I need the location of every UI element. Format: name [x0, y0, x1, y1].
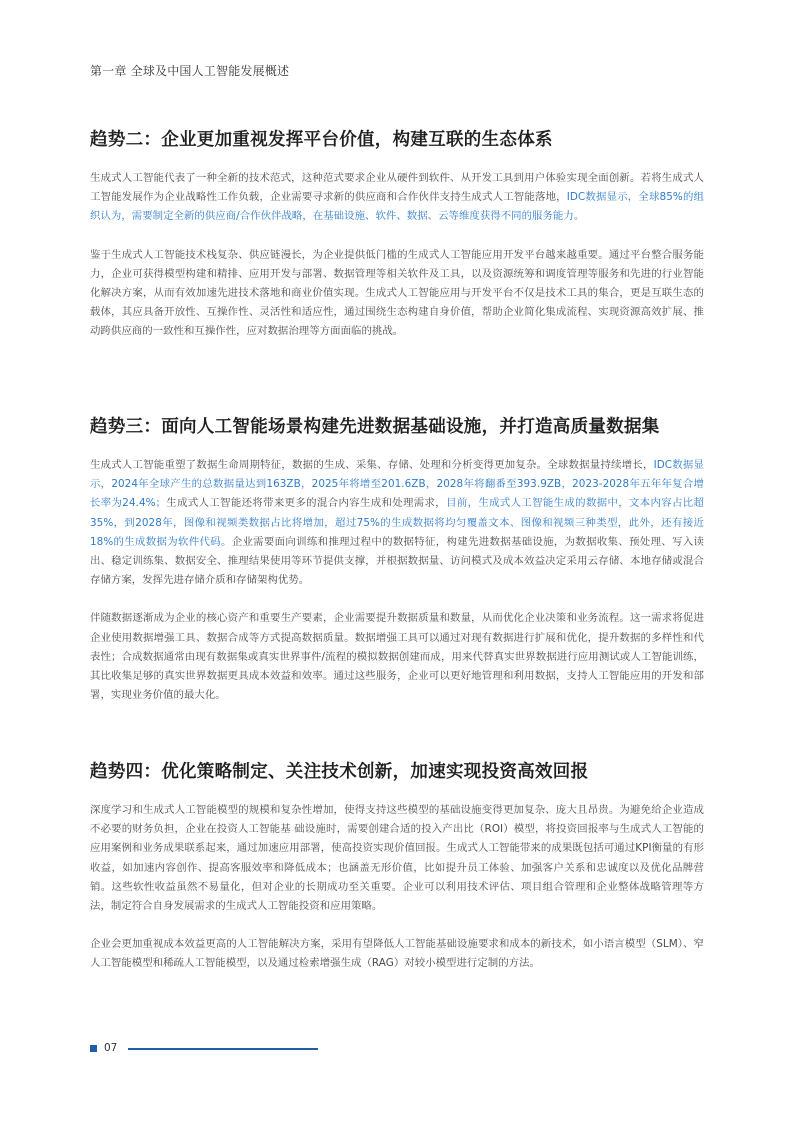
highlighted-text: IDC数据显示，2024年全球产生的总数据量达到163ZB，2025年将增至201.6ZB，2028年将翻番至393.9ZB，2023-2028年五年年复合增长率为24.4%； — [90, 459, 704, 510]
footer-square-icon — [90, 1045, 97, 1052]
paragraph — [90, 456, 704, 590]
paragraph — [90, 935, 704, 973]
paragraph-text: 鉴于生成式人工智能技术栈复杂、供应链漫长，为企业提供低门槛的生成式人工智能应用开发平台越来越重要。通过平台整合服务能力，企业可获得模型构建和精排、应用开发与部署、数据管理等相关软件及工具，以及资源统筹和调度管理等服务和先进的行业智能化解决方案，从而有效加速先进技术落地和商业价值实现。生成式人工智能应用与开发平台不仅是技术工具的集合，更是互联生态的载体，其应具备开放性、互操作性、灵活性和适应性，通过围绕生态构建自身价值，帮助企业简化集成流程、实现资源高效扩展、推动跨供应商的一致性和互操作性，应对数据治理等方面面临的挑战。 — [90, 248, 704, 338]
section-title: 趋势四：优化策略制定、关注技术创新，加速实现投资高效回报 — [90, 762, 589, 782]
page-number: 07 — [104, 1042, 118, 1054]
paragraph — [90, 246, 704, 342]
paragraph-text: 生成式人工智能还将带来更多的混合内容生成和处理需求， — [165, 497, 447, 510]
paragraph — [90, 169, 704, 227]
footer-divider — [128, 1048, 318, 1050]
paragraph — [90, 801, 704, 916]
highlighted-text: IDC数据显示，全球85%的组织认为，需要制定全新的供应商/合作伙伴战略，在基础设施、软件、数据、云等维度获得不同的服务能力。 — [90, 191, 704, 223]
section-title: 趋势二：企业更加重视发挥平台价值，构建互联的生态体系 — [90, 130, 553, 150]
section-title: 趋势三：面向人工智能场景构建先进数据基础设施，并打造高质量数据集 — [90, 417, 660, 437]
paragraph — [90, 609, 704, 705]
section-trend-2 — [90, 126, 704, 342]
highlighted-text: 目前，生成式人工智能生成的数据中，文本内容占比超35%，到2028年，图像和视频类数据占比将增加，超过75%的生成数据将均匀覆盖文本、图像和视频三种类型，此外，还有接近18%的生成数据为软件代码。 — [90, 497, 704, 548]
paragraph-text: 生成式人工智能代表了一种全新的技术范式，这种范式要求企业从硬件到软件、从开发工具到用户体验实现全面创新。若将生成式人工智能发展作为企业战略性工作负载，企业需要寻求新的供应商和合作伙伴支持生成式人工智能落地， — [90, 172, 704, 204]
chapter-header: 第一章 全球及中国人工智能发展概述 — [90, 64, 290, 78]
paragraph-text: 生成式人工智能重塑了数据生命周期特征，数据的生成、采集、存储、处理和分析变得更加复杂。全球数据量持续增长， — [90, 459, 654, 471]
section-trend-4 — [90, 758, 704, 974]
paragraph-text: 企业需要面向训练和推理过程中的数据特征，构建先进数据基础设施，为数据收集、预处理、写入读出、稳定训练集、数据安全、推理结果使用等环节提供支撑，并根据数据量、访问模式及成本效益决定采用云存储、本地存储或混合存储方案，发挥先进存储介质和存储架构优势。 — [90, 535, 704, 587]
paragraph-text: 伴随数据逐渐成为企业的核心资产和重要生产要素，企业需要提升数据质量和数量，从而优化企业决策和业务流程。这一需求将促进企业使用数据增强工具、数据合成等方式提高数据质量。数据增强工具可以通过对现有数据进行扩展和优化，提升数据的多样性和代表性；合成数据通常由现有数据集或真实世界事件/流程的模拟数据创建而成，用来代替真实世界数据进行应用测试或人工智能训练，其比收集足够的真实世界数据更具成本效益和效率。通过这些服务，企业可以更好地管理和利用数据，支持人工智能应用的开发和部署，实现业务价值的最大化。 — [90, 612, 704, 702]
paragraph-text: 企业会更加重视成本效益更高的人工智能解决方案，采用有望降低人工智能基础设施要求和成本的新技术，如小语言模型（SLM）、窄人工智能模型和稀疏人工智能模型，以及通过检索增强生成（RAG）对较小模型进行定制的方法。 — [90, 938, 704, 970]
paragraph-text: 深度学习和生成式人工智能模型的规模和复杂性增加，使得支持这些模型的基础设施变得更加复杂、庞大且昂贵。为避免给企业造成不必要的财务负担，企业在投资人工智能基 础设施时，需要创建合适的投入产出比（ROI）模型，将投资回报率与生成式人工智能的应用案例和业务成果联系起来，通过加速应用部署，使高投资实现价值回报。生成式人工智能带来的成果既包括可通过KPI衡量的有形收益，如加速内容创作、提高客服效率和降低成本；也涵盖无形价值，比如提升员工体验、加强客户关系和忠诚度以及优化品牌营销。这些软性收益虽然不易量化，但对企业的长期成功至关重要。企业可以利用技术评估、项目组合管理和企业整体战略管理等方法，制定符合自身发展需求的生成式人工智能投资和应用策略。 — [90, 804, 704, 913]
section-trend-3 — [90, 413, 704, 705]
page-footer — [90, 1042, 240, 1056]
